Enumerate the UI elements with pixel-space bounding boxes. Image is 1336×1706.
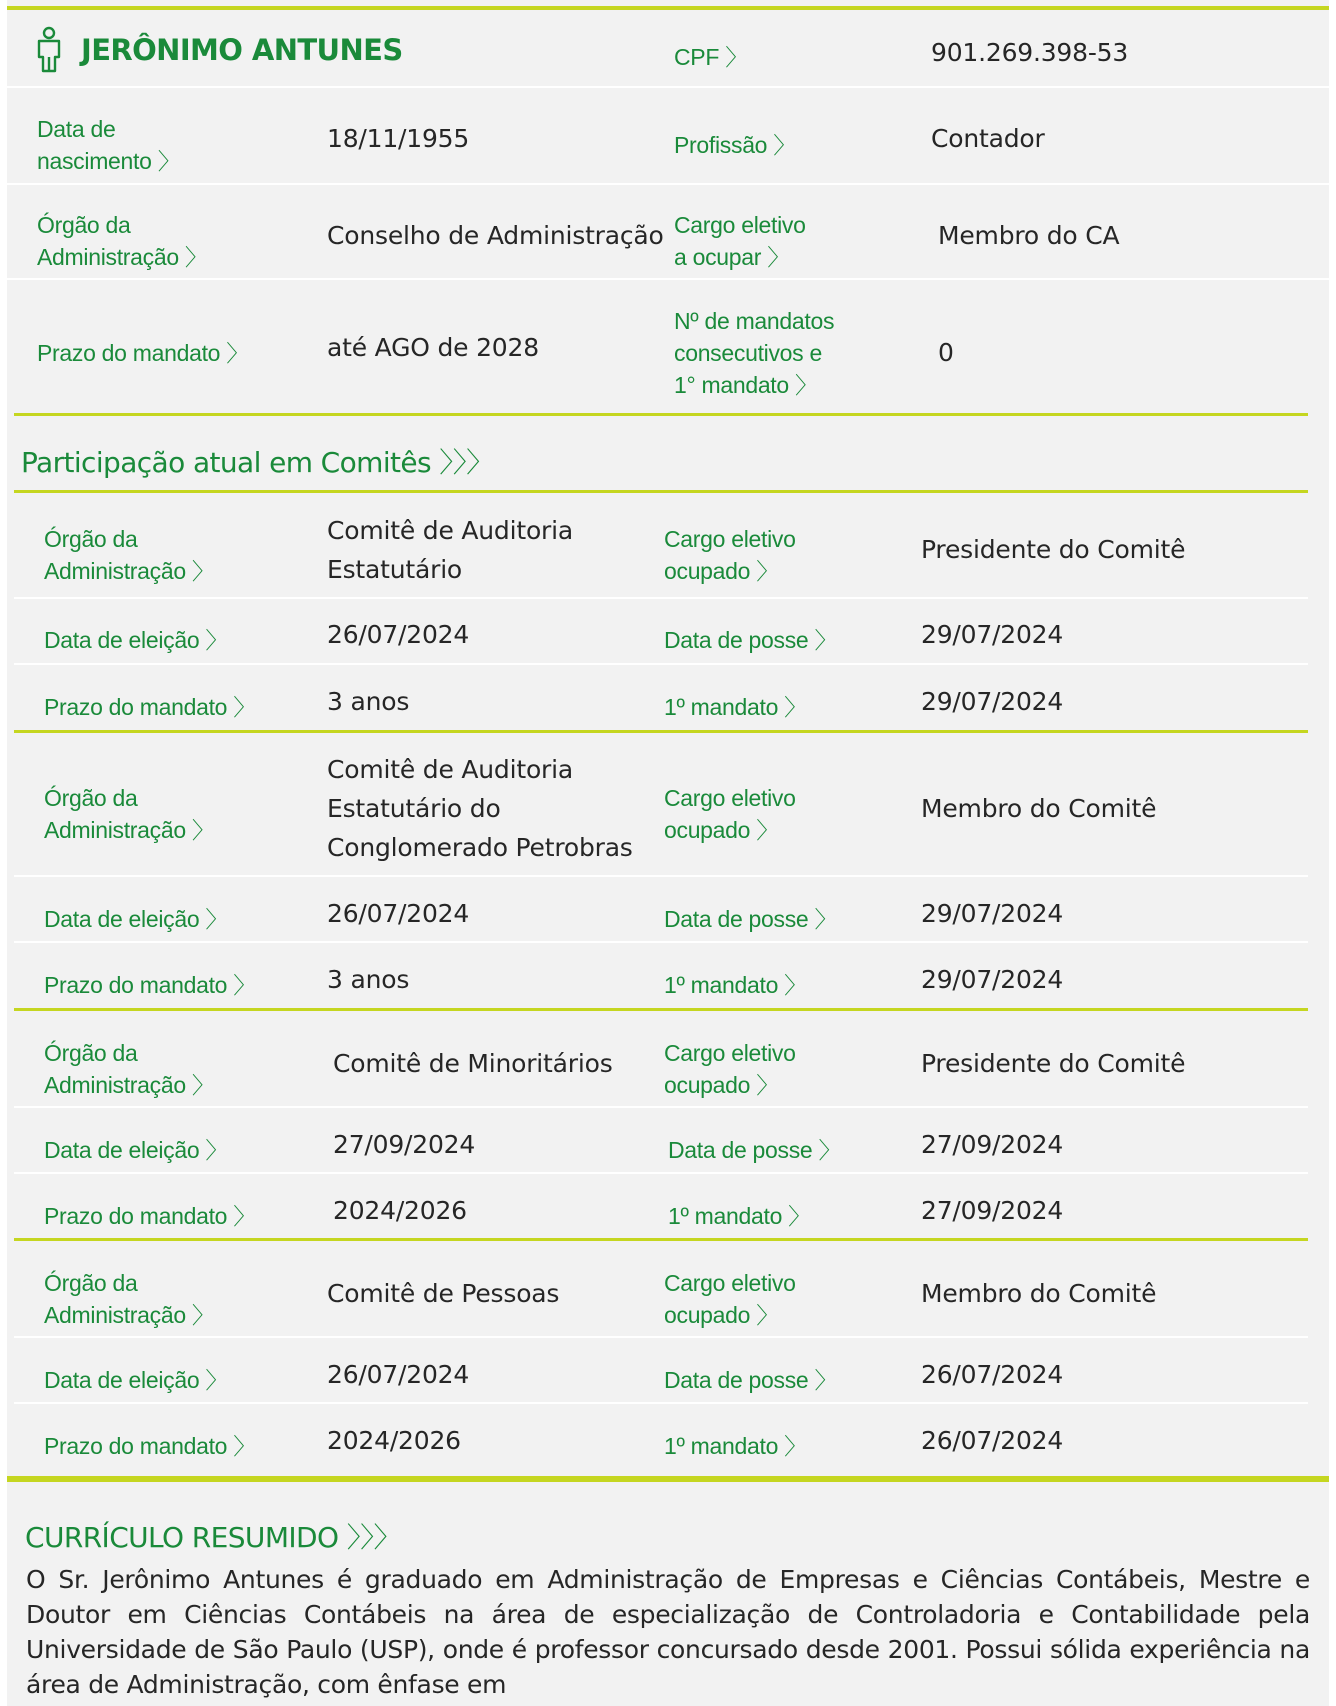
section-rule xyxy=(14,490,1308,493)
election-value: 26/07/2024 xyxy=(327,1360,470,1389)
term-value: 2024/2026 xyxy=(327,1426,461,1455)
first-mandate-value: 29/07/2024 xyxy=(921,687,1064,716)
term-label: Prazo do mandato 〉 xyxy=(37,340,249,366)
committee-position-label-line1: Cargo eletivo xyxy=(664,526,796,552)
first-mandate-label: 1º mandato 〉 xyxy=(664,1433,807,1459)
cpf-label: CPF 〉 xyxy=(674,44,748,70)
organ-label-line2: Administração 〉 xyxy=(37,244,208,270)
investiture-label: Data de posse 〉 xyxy=(664,627,838,653)
committee-organ-label-line2: Administração 〉 xyxy=(44,558,215,584)
committee-position-label-line1: Cargo eletivo xyxy=(664,785,796,811)
committee-organ-line: Comitê de Auditoria xyxy=(327,516,573,545)
position-label-line2: a ocupar 〉 xyxy=(674,244,790,270)
term-value: até AGO de 2028 xyxy=(327,333,539,362)
committee-organ-label-line1: Órgão da xyxy=(44,1270,138,1296)
row-divider xyxy=(7,278,1329,280)
cpf-value: 901.269.398-53 xyxy=(931,38,1129,67)
profession-label: Profissão 〉 xyxy=(674,132,796,158)
committee-organ-label-line2: Administração 〉 xyxy=(44,1072,215,1098)
row-divider xyxy=(14,1402,1308,1404)
committee-position-label-line1: Cargo eletivo xyxy=(664,1040,796,1066)
election-label: Data de eleição 〉 xyxy=(44,906,229,932)
resume-paragraph: O Sr. Jerônimo Antunes é graduado em Administração de Empresas e Ciências Contábeis, Mestre e Doutor em Ciências Contábeis na área de especialização de Controladoria e Contabilidade pela Universidade de São Paulo (USP), onde é professor concursado desde 2001. Possui sólida experiência na área de Administração, com ênfase em xyxy=(26,1565,1310,1699)
term-value: 3 anos xyxy=(327,687,410,716)
election-label: Data de eleição 〉 xyxy=(44,627,229,653)
term-label: Prazo do mandato 〉 xyxy=(44,1433,256,1459)
birth-label-line1: Data de xyxy=(37,116,116,142)
person-icon xyxy=(34,26,64,74)
committee-organ-line: Conglomerado Petrobras xyxy=(327,833,633,862)
committee-organ-line: Estatutário do xyxy=(327,794,501,823)
election-value: 26/07/2024 xyxy=(327,899,470,928)
committee-organ-label-line1: Órgão da xyxy=(44,1040,138,1066)
committee-organ-label-line1: Órgão da xyxy=(44,526,138,552)
committee-position-label-line1: Cargo eletivo xyxy=(664,1270,796,1296)
investiture-value: 29/07/2024 xyxy=(921,620,1064,649)
mandates-value: 0 xyxy=(938,338,954,367)
election-value: 26/07/2024 xyxy=(327,620,470,649)
row-divider xyxy=(14,941,1308,943)
committee-position-label-line2: ocupado 〉 xyxy=(664,1302,779,1328)
section-rule xyxy=(14,413,1308,416)
organ-value: Conselho de Administração xyxy=(327,221,664,250)
row-divider xyxy=(14,663,1308,665)
committee-organ-line: Comitê de Pessoas xyxy=(327,1279,560,1308)
row-divider xyxy=(14,1106,1308,1108)
mandates-label-line1: Nº de mandatos xyxy=(674,308,835,334)
investiture-label: Data de posse 〉 xyxy=(664,1367,838,1393)
row-divider xyxy=(14,875,1308,877)
first-mandate-value: 26/07/2024 xyxy=(921,1426,1064,1455)
first-mandate-label: 1º mandato 〉 xyxy=(664,694,807,720)
organ-label-line1: Órgão da xyxy=(37,212,131,238)
investiture-label: Data de posse 〉 xyxy=(668,1137,842,1163)
committee-position-value: Membro do Comitê xyxy=(921,1279,1157,1308)
mandates-label-line3: 1° mandato 〉 xyxy=(674,372,818,398)
term-value: 2024/2026 xyxy=(333,1196,467,1225)
section-rule-thick xyxy=(7,1476,1329,1482)
committee-organ-label-line2: Administração 〉 xyxy=(44,1302,215,1328)
committee-rule xyxy=(14,730,1308,733)
election-value: 27/09/2024 xyxy=(333,1130,476,1159)
top-rule xyxy=(7,6,1329,10)
committee-position-value: Presidente do Comitê xyxy=(921,535,1186,564)
position-value: Membro do CA xyxy=(938,221,1120,250)
person-name: JERÔNIMO ANTUNES xyxy=(81,33,403,67)
committee-rule xyxy=(14,1008,1308,1011)
term-label: Prazo do mandato 〉 xyxy=(44,972,256,998)
birth-value: 18/11/1955 xyxy=(327,124,470,153)
term-label: Prazo do mandato 〉 xyxy=(44,694,256,720)
committee-organ-line: Comitê de Minoritários xyxy=(333,1049,613,1078)
first-mandate-value: 27/09/2024 xyxy=(921,1196,1064,1225)
committees-title: Participação atual em Comitês 〉〉〉 xyxy=(21,446,494,479)
row-divider xyxy=(7,183,1329,185)
committee-position-value: Presidente do Comitê xyxy=(921,1049,1186,1078)
birth-label-line2: nascimento 〉 xyxy=(37,148,181,174)
committee-organ-label-line2: Administração 〉 xyxy=(44,817,215,843)
mandates-label-line2: consecutivos e xyxy=(674,340,822,366)
first-mandate-label: 1º mandato 〉 xyxy=(664,972,807,998)
committee-position-label-line2: ocupado 〉 xyxy=(664,558,779,584)
committee-organ-line: Comitê de Auditoria xyxy=(327,755,573,784)
row-divider xyxy=(14,1172,1308,1174)
election-label: Data de eleição 〉 xyxy=(44,1367,229,1393)
investiture-label: Data de posse 〉 xyxy=(664,906,838,932)
term-value: 3 anos xyxy=(327,965,410,994)
committee-position-label-line2: ocupado 〉 xyxy=(664,817,779,843)
document-sheet xyxy=(7,0,1329,1706)
row-divider xyxy=(7,86,1329,88)
investiture-value: 29/07/2024 xyxy=(921,899,1064,928)
committee-rule xyxy=(14,1238,1308,1241)
term-label: Prazo do mandato 〉 xyxy=(44,1203,256,1229)
first-mandate-label: 1º mandato 〉 xyxy=(668,1203,811,1229)
committee-organ-label-line1: Órgão da xyxy=(44,785,138,811)
investiture-value: 26/07/2024 xyxy=(921,1360,1064,1389)
position-label-line1: Cargo eletivo xyxy=(674,212,806,238)
committee-position-value: Membro do Comitê xyxy=(921,794,1157,823)
committee-position-label-line2: ocupado 〉 xyxy=(664,1072,779,1098)
row-divider xyxy=(14,597,1308,599)
investiture-value: 27/09/2024 xyxy=(921,1130,1064,1159)
resume-title: CURRÍCULO RESUMIDO 〉〉〉 xyxy=(25,1521,401,1554)
profession-value: Contador xyxy=(931,124,1045,153)
committee-organ-line: Estatutário xyxy=(327,555,463,584)
election-label: Data de eleição 〉 xyxy=(44,1137,229,1163)
row-divider xyxy=(14,1336,1308,1338)
first-mandate-value: 29/07/2024 xyxy=(921,965,1064,994)
